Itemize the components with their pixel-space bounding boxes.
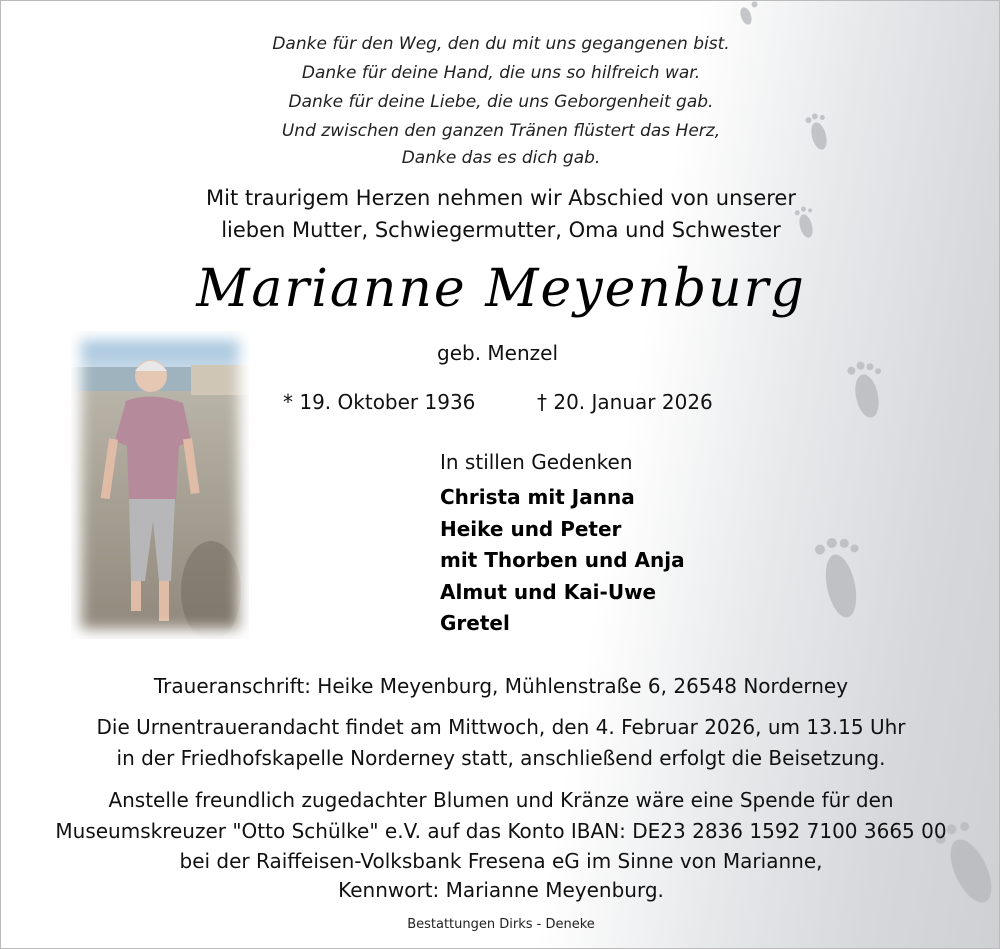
death-date: † 20. Januar 2026	[537, 390, 713, 414]
mourner-entry: Almut und Kai-Uwe	[440, 580, 657, 604]
deceased-name: Marianne Meyenburg	[196, 259, 806, 319]
poem-line: Danke für den Weg, den du mit uns gegangenen bist.	[272, 34, 730, 54]
ceremony-line: in der Friedhofskapelle Norderney statt, anschließend erfolgt die Beisetzung.	[116, 746, 886, 770]
poem-line: Danke das es dich gab.	[401, 148, 601, 168]
donation-line: bei der Raiffeisen-Volksbank Fresena eG im Sinne von Marianne,	[179, 849, 823, 873]
poem-line: Und zwischen den ganzen Tränen flüstert das Herz,	[281, 121, 721, 141]
mourner-entry: Christa mit Janna	[440, 485, 635, 509]
intro-line: Mit traurigem Herzen nehmen wir Abschied von unserer	[206, 186, 796, 210]
portrait-photo	[71, 331, 249, 639]
donation-line: Anstelle freundlich zugedachter Blumen und Kränze wäre eine Spende für den	[108, 788, 894, 812]
poem-line: Danke für deine Liebe, die uns Geborgenheit gab.	[288, 92, 714, 112]
mourners-heading: In stillen Gedenken	[440, 450, 633, 474]
intro-line: lieben Mutter, Schwiegermutter, Oma und Schwester	[221, 218, 781, 242]
ceremony-line: Die Urnentrauerandacht findet am Mittwoch, den 4. Februar 2026, um 13.15 Uhr	[96, 715, 906, 739]
mourning-address: Traueranschrift: Heike Meyenburg, Mühlenstraße 6, 26548 Norderney	[153, 674, 849, 698]
undertaker: Bestattungen Dirks - Deneke	[407, 917, 595, 932]
poem-line: Danke für deine Hand, die uns so hilfreich war.	[301, 63, 701, 83]
donation-line: Kennwort: Marianne Meyenburg.	[338, 878, 664, 902]
mourner-entry: Gretel	[440, 611, 510, 635]
mourner-entry: mit Thorben und Anja	[440, 548, 685, 572]
birth-name: geb. Menzel	[437, 341, 559, 365]
donation-line: Museumskreuzer "Otto Schülke" e.V. auf das Konto IBAN: DE23 2836 1592 7100 3665 00	[55, 819, 947, 843]
mourner-entry: Heike und Peter	[440, 517, 622, 541]
birth-date: * 19. Oktober 1936	[283, 390, 476, 414]
